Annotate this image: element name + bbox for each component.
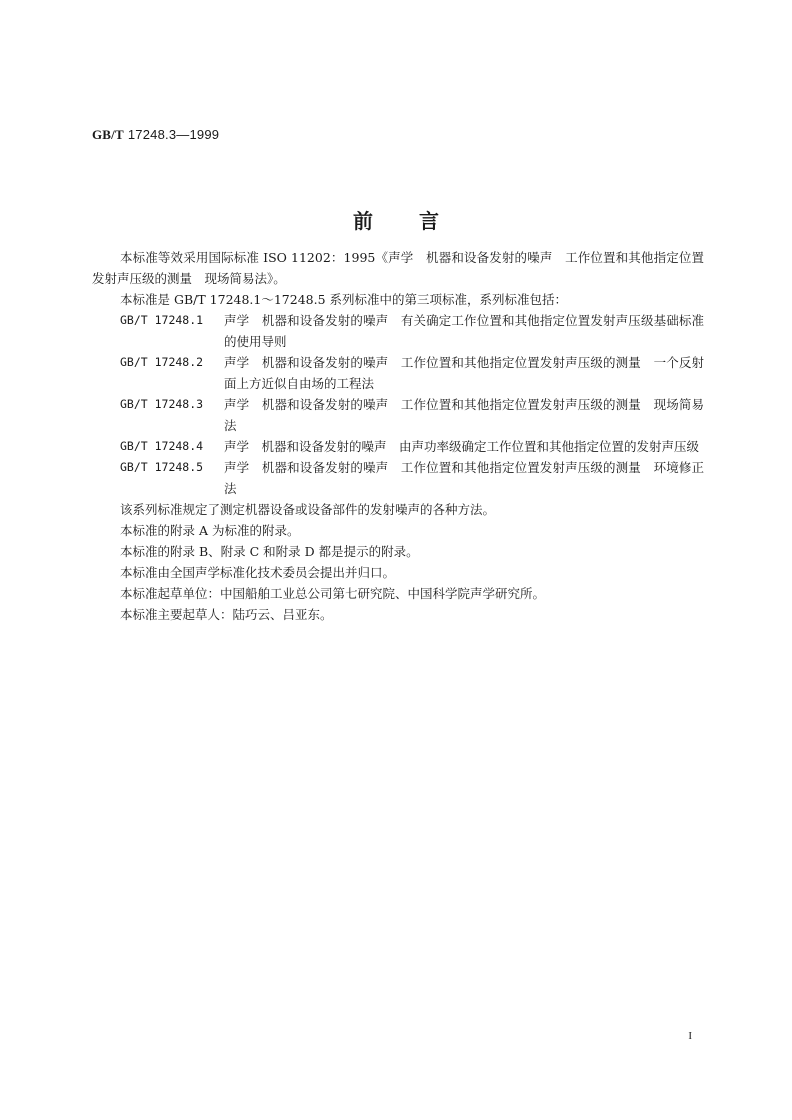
series-title: 声学 机器和设备发射的噪声 工作位置和其他指定位置发射声压级的测量 一个反射面上方近似自由场的工程法 (224, 355, 704, 391)
standard-code (92, 127, 219, 143)
standard-number: 17248.3—1999 (127, 127, 220, 142)
page-title: 前言 (353, 209, 485, 233)
series-code: GB/T 17248.2 (120, 355, 204, 369)
closing-paragraph: 该系列标准规定了测定机器设备或设备部件的发射噪声的各种方法。 (120, 502, 496, 517)
series-item (92, 394, 704, 436)
series-code: GB/T 17248.1 (120, 313, 204, 327)
intro-paragraph: 本标准等效采用国际标准 ISO 11202：1995《声学 机器和设备发射的噪声 工作位置和其他指定位置发射声压级的测量 现场简易法》。 (92, 250, 704, 286)
page-number: I (688, 1030, 692, 1042)
series-item (92, 352, 704, 394)
closing-paragraph: 本标准主要起草人：陆巧云、吕亚东。 (120, 607, 333, 622)
series-item (92, 457, 704, 499)
series-title: 声学 机器和设备发射的噪声 工作位置和其他指定位置发射声压级的测量 环境修正法 (224, 460, 704, 496)
series-code: GB/T 17248.3 (120, 397, 204, 411)
closing-paragraph: 本标准起草单位：中国船舶工业总公司第七研究院、中国科学院声学研究所。 (120, 586, 546, 601)
intro-paragraph: 本标准是 GB/T 17248.1～17248.5 系列标准中的第三项标准，系列标准包括： (120, 292, 568, 307)
series-item (92, 436, 704, 457)
series-title: 声学 机器和设备发射的噪声 工作位置和其他指定位置发射声压级的测量 现场简易法 (224, 397, 704, 433)
series-code: GB/T 17248.4 (120, 439, 204, 453)
series-title: 声学 机器和设备发射的噪声 由声功率级确定工作位置和其他指定位置的发射声压级 (224, 439, 700, 454)
closing-paragraph: 本标准的附录 B、附录 C 和附录 D 都是提示的附录。 (120, 544, 419, 559)
series-item (92, 310, 704, 352)
closing-paragraph: 本标准由全国声学标准化技术委员会提出并归口。 (120, 565, 396, 580)
series-title: 声学 机器和设备发射的噪声 有关确定工作位置和其他指定位置发射声压级基础标准的使用导则 (224, 313, 704, 349)
closing-paragraph: 本标准的附录 A 为标准的附录。 (120, 523, 300, 538)
series-code: GB/T 17248.5 (120, 460, 204, 474)
standard-prefix: GB/T (92, 127, 124, 142)
preface-body (92, 247, 704, 625)
